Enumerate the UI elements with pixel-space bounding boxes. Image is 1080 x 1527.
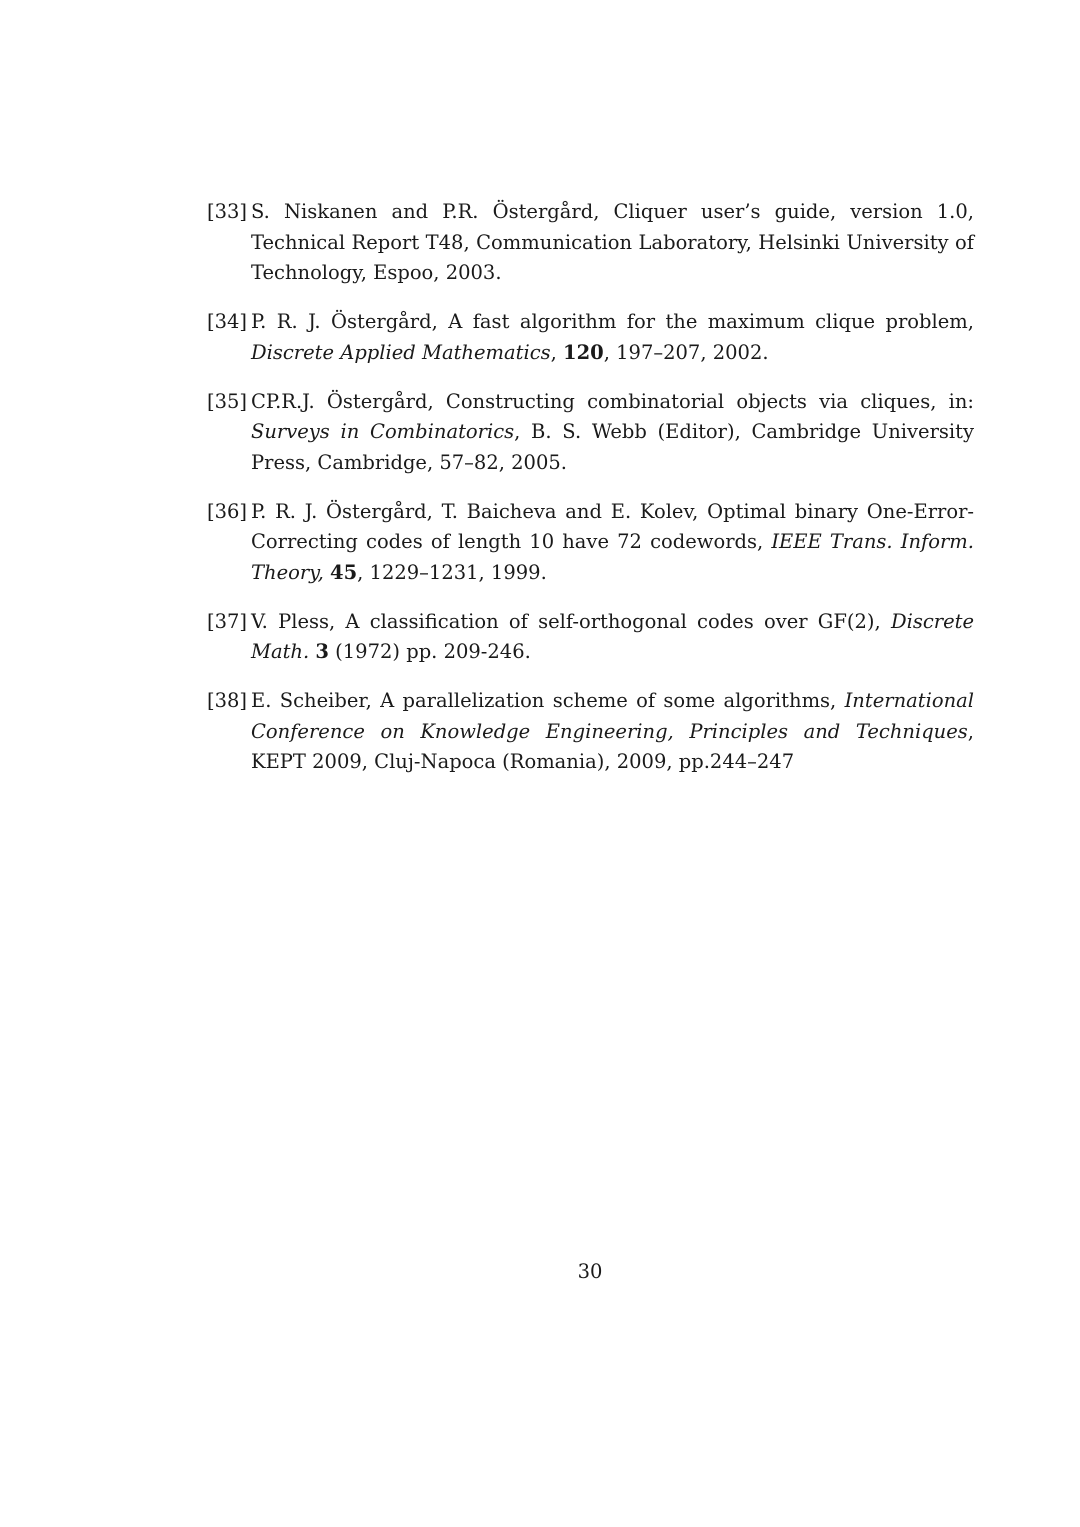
reference-segment: , B. S. Webb (Editor), Cambridge University Press, Cambridge, 57–82, 2005. (251, 420, 974, 474)
page-number: 30 (577, 1260, 603, 1283)
reference-entry (207, 307, 974, 368)
reference-segment: V. Pless, A classification of self-orthogonal codes over GF(2), (251, 609, 891, 633)
reference-segment: E. Scheiber, A parallelization scheme of some algorithms, (251, 689, 845, 712)
reference-text (251, 607, 974, 668)
reference-text (251, 497, 974, 589)
reference-text (251, 387, 974, 479)
reference-segment: P. R. J. Östergård, A fast algorithm for the maximum clique problem, (251, 310, 974, 333)
reference-segment: P. R. J. Östergård, T. Baicheva and E. Kolev, Optimal binary One-Error-Correcting codes of length 10 have 72 codewords, (251, 499, 974, 553)
reference-number: [34] (207, 310, 248, 333)
reference-journal: Discrete Math. (251, 609, 974, 663)
reference-number: [37] (207, 609, 248, 633)
reference-entry (207, 607, 974, 668)
reference-text (251, 307, 974, 368)
reference-segment: , 1229–1231, 1999. (357, 560, 547, 584)
reference-entry (207, 497, 974, 589)
reference-number: [35] (207, 389, 248, 413)
reference-segment: (1972) pp. 209-246. (328, 640, 531, 663)
reference-segment: CP.R.J. Östergård, Constructing combinatorial objects via cliques, in: (251, 389, 974, 413)
reference-entry (207, 387, 974, 479)
reference-volume: 45 (330, 560, 358, 584)
reference-number: [36] (207, 499, 248, 523)
reference-text (251, 197, 974, 289)
reference-segment: , KEPT 2009, Cluj-Napoca (Romania), 2009, pp.244–247 (251, 719, 974, 773)
reference-entry (207, 197, 974, 289)
reference-segment: S. Niskanen and P.R. Östergård, Cliquer user’s guide, version 1.0, Technical Report T48, Communication Laboratory, Helsinki University of Technology, Espoo, 2003. (251, 200, 974, 284)
reference-list (207, 197, 974, 796)
reference-segment: , (550, 340, 564, 364)
reference-number: [38] (207, 689, 248, 712)
reference-segment: , 197–207, 2002. (603, 340, 769, 364)
reference-entry (207, 686, 974, 778)
reference-journal: Discrete Applied Mathematics (251, 340, 551, 364)
reference-volume: 120 (563, 340, 604, 364)
reference-book-title: Surveys in Combinatorics (251, 420, 515, 443)
reference-conference: International Conference on Knowledge Engineering, Principles and Techniques (251, 689, 974, 743)
reference-volume: 3 (315, 640, 329, 663)
reference-text (251, 686, 974, 778)
reference-number: [33] (207, 200, 248, 223)
reference-journal: IEEE Trans. Inform. Theory, (251, 530, 974, 584)
